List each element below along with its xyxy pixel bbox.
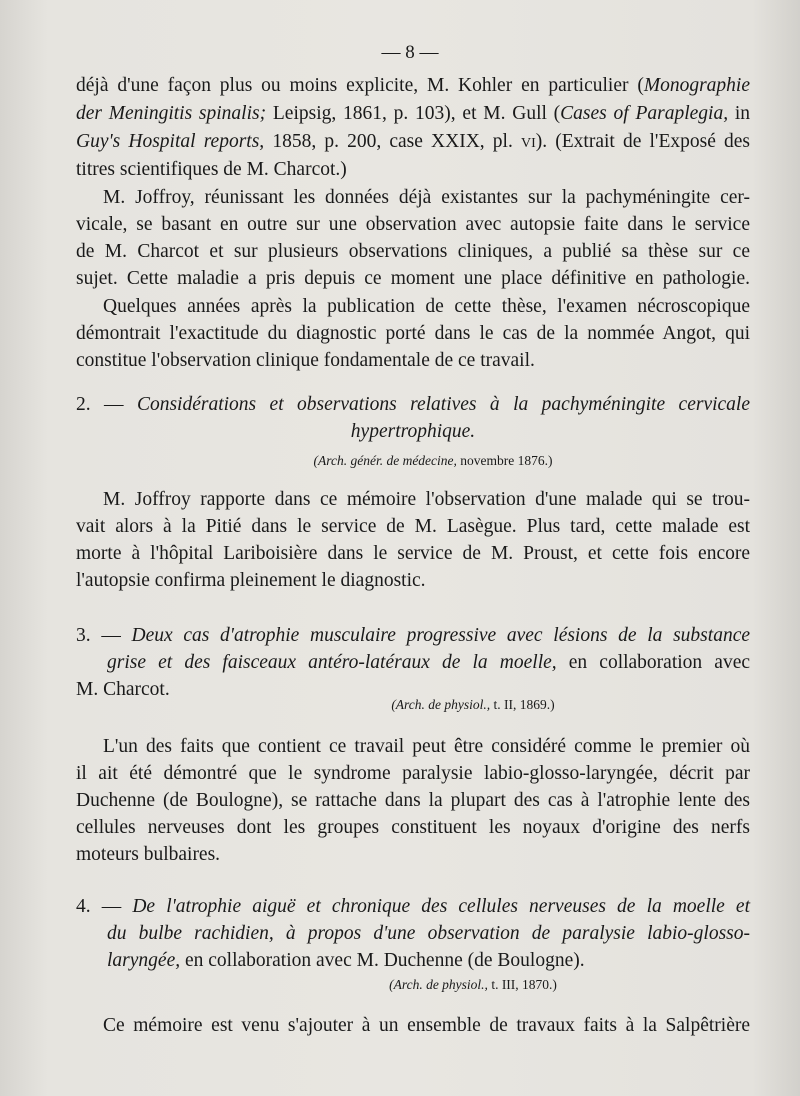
item-4-title-line-2 <box>107 920 750 947</box>
reference-date: novembre 1876.) <box>456 453 553 468</box>
paragraph-line: M. Joffroy rapporte dans ce mémoire l'observation d'une malade qui se trou- <box>103 489 750 510</box>
paragraph-line: morte à l'hôpital Lariboisière dans le service de M. Proust, et cette fois encore <box>76 543 750 564</box>
intro-italic: Guy's Hospital reports, <box>76 131 265 152</box>
intro-text: Leipsig, 1861, p. 103), et M. Gull ( <box>266 103 561 124</box>
item-2-number: 2. — <box>76 394 137 415</box>
paragraph-line: M. Joffroy, réunissant les données déjà existantes sur la pachyméningite cer- <box>103 187 750 208</box>
paragraph-line: de M. Charcot et sur plusieurs observations cliniques, a publié sa thèse sur ce <box>76 241 750 262</box>
intro-text: 1858, p. 200, case XXIX, pl. <box>264 131 521 152</box>
reference-journal: (Arch. génér. de médecine, <box>313 453 457 468</box>
paragraph-line: cellules nerveuses dont les groupes constituent les noyaux d'origine des nerfs <box>76 817 750 838</box>
item-2-title: hypertrophique. <box>350 421 476 442</box>
reference-journal: (Arch. de physiol., <box>389 977 488 992</box>
intro-line-1 <box>76 72 750 99</box>
item-4-title: laryngée, <box>107 950 181 971</box>
item-3-title: grise et des faisceaux antéro-latéraux de la moelle, <box>107 652 557 673</box>
paragraph-line: démontrait l'exactitude du diagnostic porté dans le cas de la nommée Angot, qui <box>76 323 750 344</box>
item-3-title-line-3: M. Charcot. <box>76 679 170 700</box>
intro-text: déjà d'une façon plus ou moins explicite, M. Kohler en particulier ( <box>76 75 644 96</box>
reference-date: t. III, 1870.) <box>487 977 557 992</box>
paragraph-line: Ce mémoire est venu s'ajouter à un ensemble de travaux faits à la Salpêtrière <box>103 1015 750 1036</box>
paragraph-line: vicale, se basant en outre sur une observation avec autopsie faite dans le service <box>76 214 750 235</box>
intro-text: ). (Extrait de l'Exposé des <box>535 131 750 152</box>
item-2-reference <box>76 452 750 470</box>
item-4-collab: en collaboration avec M. Duchenne (de Boulogne). <box>180 950 585 971</box>
item-4-title: De l'atrophie aiguë et chronique des cellules nerveuses de la moelle et <box>132 896 750 917</box>
intro-text: in <box>728 103 751 124</box>
intro-line-3 <box>76 128 750 155</box>
paragraph-line: sujet. Cette maladie a pris depuis ce moment une place définitive en pathologie. <box>76 268 750 289</box>
item-3-title-line-1 <box>76 622 750 649</box>
item-4-title: du bulbe rachidien, à propos d'une observation de paralysie labio-glosso- <box>107 923 750 944</box>
paragraph-line: il ait été démontré que le syndrome paralysie labio-glosso-laryngée, décrit par <box>76 763 750 784</box>
reference-journal: (Arch. de physiol., <box>391 697 491 712</box>
item-2-title-line-2 <box>76 418 750 445</box>
paragraph-line: constitue l'observation clinique fondamentale de ce travail. <box>76 350 535 371</box>
paragraph-line: vait alors à la Pitié dans le service de M. Lasègue. Plus tard, cette malade est <box>76 516 750 537</box>
item-3-title: Deux cas d'atrophie musculaire progressive avec lésions de la substance <box>131 625 750 646</box>
item-4-number: 4. — <box>76 896 133 917</box>
intro-italic: Monographie <box>643 75 750 96</box>
intro-italic: der Meningitis spinalis; <box>76 103 267 124</box>
item-3-collab: en collaboration avec <box>556 652 751 673</box>
intro-smallcaps: vi <box>520 131 536 152</box>
paragraph-line: Quelques années après la publication de cette thèse, l'examen nécroscopique <box>103 296 750 317</box>
item-3-number: 3. — <box>76 625 132 646</box>
item-4-title-line-1 <box>76 893 750 920</box>
item-3-reference <box>76 696 750 714</box>
intro-line-2 <box>76 100 750 127</box>
item-3-title-line-2 <box>107 649 750 676</box>
page-number: — 8 — <box>381 42 439 63</box>
paragraph-line: Duchenne (de Boulogne), se rattache dans la plupart des cas à l'atrophie lente des <box>76 790 750 811</box>
reference-date: t. II, 1869.) <box>490 697 555 712</box>
item-4-title-line-3 <box>107 947 750 974</box>
paragraph-line: l'autopsie confirma pleinement le diagnostic. <box>76 570 426 591</box>
intro-italic: Cases of Paraplegia, <box>560 103 729 124</box>
item-2-title: Considérations et observations relatives à la pachyméningite cervicale <box>136 394 750 415</box>
intro-line-4: titres scientifiques de M. Charcot.) <box>76 159 347 180</box>
item-4-reference <box>76 976 750 994</box>
item-2-title-line-1 <box>76 391 750 418</box>
paragraph-line: L'un des faits que contient ce travail peut être considéré comme le premier où <box>103 736 750 757</box>
paragraph-line: moteurs bulbaires. <box>76 844 221 865</box>
